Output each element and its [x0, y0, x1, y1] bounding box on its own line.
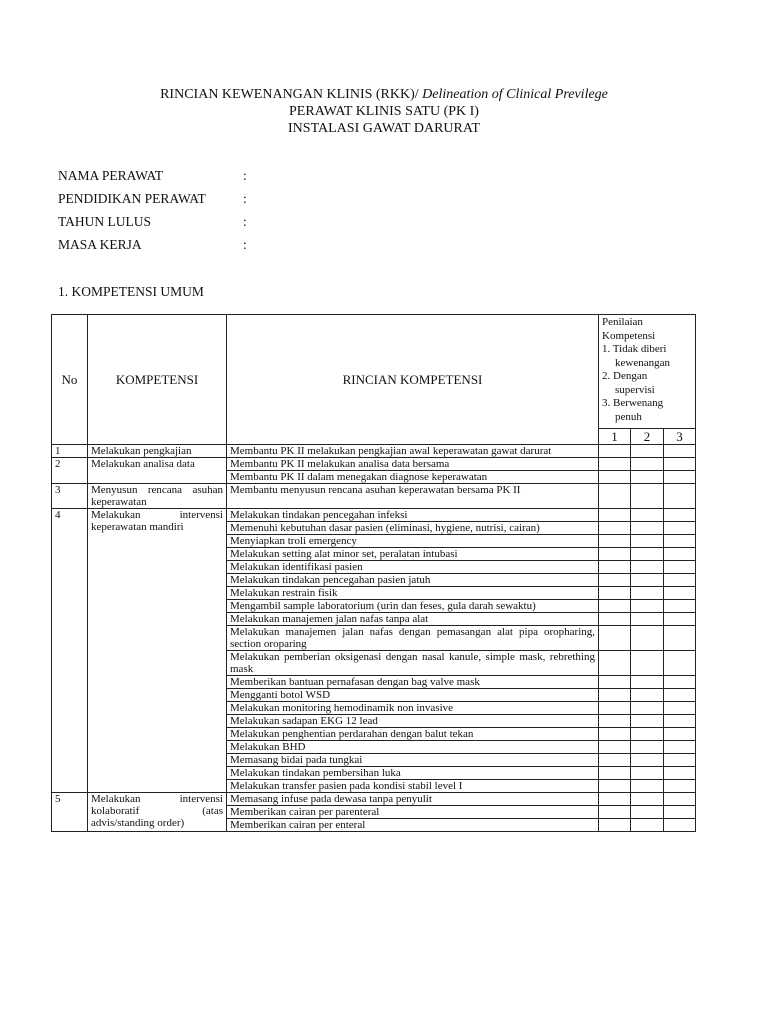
info-label: NAMA PERAWAT	[58, 168, 164, 183]
score-cell-3[interactable]	[664, 676, 696, 689]
score-cell-3[interactable]	[664, 819, 696, 832]
score-cell-3[interactable]	[664, 702, 696, 715]
kompetensi-cell: Melakukan pengkajian	[88, 445, 227, 458]
info-row-masa	[58, 237, 247, 253]
score-cell-1[interactable]	[599, 626, 631, 651]
score-cell-3[interactable]	[664, 471, 696, 484]
score-cell-2[interactable]	[631, 702, 664, 715]
score-cell-3[interactable]	[664, 509, 696, 522]
info-colon: :	[243, 237, 247, 252]
info-row-pendidikan	[58, 191, 247, 207]
table-row	[52, 484, 696, 509]
score-cell-1[interactable]	[599, 780, 631, 793]
score-cell-2[interactable]	[631, 484, 664, 509]
rincian-cell: Memberikan cairan per parenteral	[227, 806, 599, 819]
score-cell-1[interactable]	[599, 522, 631, 535]
info-label: PENDIDIKAN PERAWAT	[58, 191, 206, 206]
score-cell-1[interactable]	[599, 574, 631, 587]
row-number: 5	[52, 793, 88, 832]
score-cell-1[interactable]	[599, 754, 631, 767]
table-row	[52, 458, 696, 471]
rincian-cell: Membantu menyusun rencana asuhan keperawatan bersama PK II	[227, 484, 599, 509]
row-number: 2	[52, 458, 88, 484]
score-cell-1[interactable]	[599, 445, 631, 458]
score-cell-1[interactable]	[599, 819, 631, 832]
rincian-cell: Memenuhi kebutuhan dasar pasien (eliminasi, hygiene, nutrisi, cairan)	[227, 522, 599, 535]
table-row	[52, 793, 696, 806]
penilaian-line2: Kompetensi	[602, 329, 656, 342]
score-cell-3[interactable]	[664, 651, 696, 676]
rincian-cell: Melakukan penghentian perdarahan dengan balut tekan	[227, 728, 599, 741]
score-cell-3[interactable]	[664, 793, 696, 806]
score-cell-1[interactable]	[599, 613, 631, 626]
score-cell-2[interactable]	[631, 741, 664, 754]
score-cell-1[interactable]	[599, 484, 631, 509]
score-cell-1[interactable]	[599, 728, 631, 741]
info-row-tahun	[58, 214, 247, 230]
kompetensi-cell: Melakukan analisa data	[88, 458, 227, 484]
score-header-2: 2	[631, 429, 664, 445]
score-cell-2[interactable]	[631, 676, 664, 689]
title-italic: Delineation of Clinical Previlege	[422, 87, 608, 102]
score-cell-2[interactable]	[631, 600, 664, 613]
info-row-nama	[58, 168, 247, 184]
score-cell-2[interactable]	[631, 458, 664, 471]
score-cell-2[interactable]	[631, 522, 664, 535]
score-cell-3[interactable]	[664, 587, 696, 600]
row-number: 1	[52, 445, 88, 458]
score-cell-1[interactable]	[599, 651, 631, 676]
score-cell-3[interactable]	[664, 741, 696, 754]
score-cell-2[interactable]	[631, 806, 664, 819]
score-cell-3[interactable]	[664, 561, 696, 574]
rincian-cell: Mengganti botol WSD	[227, 689, 599, 702]
score-cell-2[interactable]	[631, 780, 664, 793]
score-cell-3[interactable]	[664, 600, 696, 613]
score-cell-1[interactable]	[599, 561, 631, 574]
info-colon: :	[243, 214, 247, 229]
score-cell-1[interactable]	[599, 689, 631, 702]
score-cell-2[interactable]	[631, 819, 664, 832]
rincian-cell: Melakukan BHD	[227, 741, 599, 754]
info-colon: :	[243, 191, 247, 206]
document-title-line3: INSTALASI GAWAT DARURAT	[288, 121, 480, 136]
score-cell-1[interactable]	[599, 509, 631, 522]
score-cell-3[interactable]	[664, 767, 696, 780]
rincian-cell: Membantu PK II melakukan analisa data bersama	[227, 458, 599, 471]
score-cell-1[interactable]	[599, 806, 631, 819]
info-label: MASA KERJA	[58, 237, 142, 252]
score-cell-3[interactable]	[664, 728, 696, 741]
competency-table	[51, 314, 696, 832]
score-cell-3[interactable]	[664, 458, 696, 471]
score-cell-3[interactable]	[664, 626, 696, 651]
score-cell-3[interactable]	[664, 522, 696, 535]
score-cell-2[interactable]	[631, 509, 664, 522]
score-cell-1[interactable]	[599, 793, 631, 806]
rincian-cell: Melakukan tindakan pencegahan pasien jatuh	[227, 574, 599, 587]
rincian-cell: Memasang infuse pada dewasa tanpa penyulit	[227, 793, 599, 806]
score-cell-1[interactable]	[599, 600, 631, 613]
score-cell-3[interactable]	[664, 754, 696, 767]
penilaian-opt2a: 2. Dengan	[602, 370, 648, 382]
rincian-cell: Mengambil sample laboratorium (urin dan feses, gula darah sewaktu)	[227, 600, 599, 613]
score-cell-1[interactable]	[599, 458, 631, 471]
score-cell-2[interactable]	[631, 535, 664, 548]
penilaian-opt1b: kewenangan	[615, 356, 670, 369]
score-cell-2[interactable]	[631, 651, 664, 676]
score-cell-2[interactable]	[631, 445, 664, 458]
rincian-cell: Melakukan restrain fisik	[227, 587, 599, 600]
score-cell-3[interactable]	[664, 715, 696, 728]
penilaian-opt3b: penuh	[615, 410, 642, 423]
score-cell-3[interactable]	[664, 806, 696, 819]
score-cell-2[interactable]	[631, 574, 664, 587]
rincian-cell: Memberikan cairan per enteral	[227, 819, 599, 832]
header-rincian: RINCIAN KOMPETENSI	[227, 315, 599, 445]
score-cell-3[interactable]	[664, 689, 696, 702]
kompetensi-cell: Melakukan intervensi kolaboratif (atas advis/standing order)	[88, 793, 227, 832]
score-cell-3[interactable]	[664, 445, 696, 458]
score-cell-2[interactable]	[631, 613, 664, 626]
rincian-cell: Melakukan sadapan EKG 12 lead	[227, 715, 599, 728]
score-cell-2[interactable]	[631, 715, 664, 728]
rincian-cell: Melakukan setting alat minor set, peralatan intubasi	[227, 548, 599, 561]
score-cell-1[interactable]	[599, 676, 631, 689]
row-number: 3	[52, 484, 88, 509]
header-row	[52, 315, 696, 429]
score-cell-2[interactable]	[631, 793, 664, 806]
score-cell-1[interactable]	[599, 741, 631, 754]
rincian-cell: Menyiapkan troli emergency	[227, 535, 599, 548]
score-cell-1[interactable]	[599, 535, 631, 548]
score-cell-3[interactable]	[664, 574, 696, 587]
rincian-cell: Memberikan bantuan pernafasan dengan bag valve mask	[227, 676, 599, 689]
score-cell-1[interactable]	[599, 587, 631, 600]
score-cell-1[interactable]	[599, 548, 631, 561]
rincian-cell: Melakukan pemberian oksigenasi dengan nasal kanule, simple mask, rebrething mask	[227, 651, 599, 676]
document-title-line1	[0, 86, 768, 103]
rincian-cell: Melakukan tindakan pencegahan infeksi	[227, 509, 599, 522]
row-number: 4	[52, 509, 88, 793]
penilaian-opt3a: 3. Berwenang	[602, 397, 664, 409]
score-cell-1[interactable]	[599, 471, 631, 484]
score-cell-2[interactable]	[631, 587, 664, 600]
score-cell-1[interactable]	[599, 702, 631, 715]
penilaian-opt2b: supervisi	[615, 383, 655, 396]
penilaian-opt1a: 1. Tidak diberi	[602, 343, 667, 355]
info-colon: :	[243, 168, 247, 183]
rincian-cell: Melakukan manajemen jalan nafas dengan pemasangan alat pipa oropharing, section oroparing	[227, 626, 599, 651]
rincian-cell: Melakukan manajemen jalan nafas tanpa alat	[227, 613, 599, 626]
rincian-cell: Melakukan transfer pasien pada kondisi stabil level I	[227, 780, 599, 793]
score-header-3: 3	[664, 429, 696, 445]
header-kompetensi: KOMPETENSI	[88, 315, 227, 445]
score-cell-3[interactable]	[664, 780, 696, 793]
score-cell-2[interactable]	[631, 626, 664, 651]
score-cell-3[interactable]	[664, 613, 696, 626]
rincian-cell: Melakukan tindakan pembersihan luka	[227, 767, 599, 780]
header-no: No	[52, 315, 88, 445]
rincian-cell: Memasang bidai pada tungkai	[227, 754, 599, 767]
score-cell-2[interactable]	[631, 754, 664, 767]
rincian-cell: Membantu PK II melakukan pengkajian awal keperawatan gawat darurat	[227, 445, 599, 458]
score-cell-2[interactable]	[631, 548, 664, 561]
penilaian-line1: Penilaian	[602, 316, 643, 328]
score-cell-3[interactable]	[664, 484, 696, 509]
kompetensi-cell: Melakukan intervensi keperawatan mandiri	[88, 509, 227, 793]
header-penilaian	[599, 315, 696, 429]
section-title: 1. KOMPETENSI UMUM	[58, 284, 204, 299]
score-cell-1[interactable]	[599, 767, 631, 780]
info-label: TAHUN LULUS	[58, 214, 152, 229]
rincian-cell: Membantu PK II dalam menegakan diagnose keperawatan	[227, 471, 599, 484]
score-cell-3[interactable]	[664, 548, 696, 561]
score-cell-3[interactable]	[664, 535, 696, 548]
rincian-cell: Melakukan identifikasi pasien	[227, 561, 599, 574]
title-main: RINCIAN KEWENANGAN KLINIS (RKK)/	[160, 87, 423, 102]
score-cell-2[interactable]	[631, 728, 664, 741]
table-row	[52, 509, 696, 522]
rincian-cell: Melakukan monitoring hemodinamik non invasive	[227, 702, 599, 715]
score-header-1: 1	[599, 429, 631, 445]
score-cell-2[interactable]	[631, 561, 664, 574]
kompetensi-cell: Menyusun rencana asuhan keperawatan	[88, 484, 227, 509]
document-title-line2: PERAWAT KLINIS SATU (PK I)	[289, 104, 479, 119]
score-cell-2[interactable]	[631, 767, 664, 780]
table-row	[52, 445, 696, 458]
score-cell-2[interactable]	[631, 471, 664, 484]
score-cell-1[interactable]	[599, 715, 631, 728]
score-cell-2[interactable]	[631, 689, 664, 702]
